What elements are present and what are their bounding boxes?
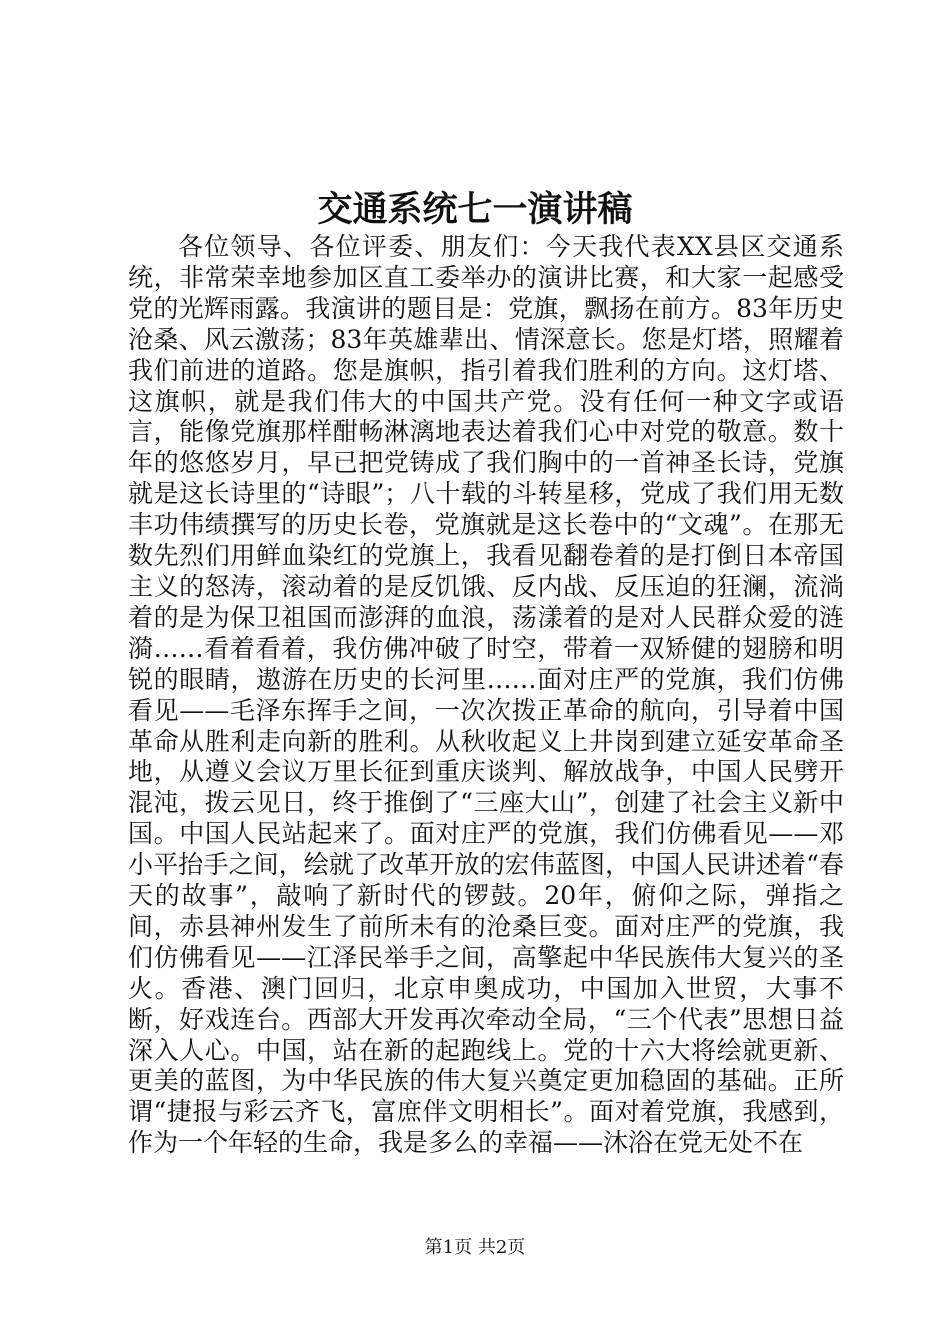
document-body-paragraph: 各位领导、各位评委、朋友们：今天我代表XX县区交通系统，非常荣幸地参加区直工委举办的演讲比赛，和大家一起感受党的光辉雨露。我演讲的题目是：党旗，飘扬在前方。83年历史沧桑、风云激荡；83年英雄辈出、情深意长。您是灯塔，照耀着我们前进的道路。您是旗帜，指引着我们胜利的方向。这灯塔、这旗帜，就是我们伟大的中国共产党。没有任何一种文字或语言，能像党旗那样酣畅淋漓地表达着我们心中对党的敬意。数十年的悠悠岁月，早已把党铸成了我们胸中的一首神圣长诗，党旗就是这长诗里的“诗眼”；八十载的斗转星移，党成了我们用无数丰功伟绩撰写的历史长卷，党旗就是这长卷中的“文魂”。在那无数先烈们用鲜血染红的党旗上，我看见翻卷着的是打倒日本帝国主义的怒涛，滚动着的是反饥饿、反内战、反压迫的狂澜，流淌着的是为保卫祖国而澎湃的血浪，荡漾着的是对人民群众爱的涟漪……看着看着，我仿佛冲破了时空，带着一双矫健的翅膀和明锐的眼睛，遨游在历史的长河里……面对庄严的党旗，我们仿佛看见——毛泽东挥手之间，一次次拨正革命的航向，引导着中国革命从胜利走向新的胜利。从秋收起义上井岗到建立延安革命圣地，从遵义会议万里长征到重庆谈判、解放战争，中国人民劈开混沌，拨云见日，终于推倒了“三座大山”，创建了社会主义新中国。中国人民站起来了。面对庄严的党旗，我们仿佛看见——邓小平抬手之间，绘就了改革开放的宏伟蓝图，中国人民讲述着“春天的故事”，敲响了新时代的锣鼓。20年，俯仰之际，弹指之间，赤县神州发生了前所未有的沧桑巨变。面对庄严的党旗，我们仿佛看见——江泽民举手之间，高擎起中华民族伟大复兴的圣火。香港、澳门回归，北京申奥成功，中国加入世贸，大事不断，好戏连台。西部大开发再次牵动全局，“三个代表”思想日益深入人心。中国，站在新的起跑线上。党的十六大将绘就更新、更美的蓝图，为中华民族的伟大复兴奠定更加稳固的基础。正所谓“捷报与彩云齐飞，富庶伴文明相长”。面对着党旗，我感到，作为一个年轻的生命，我是多么的幸福——沐浴在党无处不在 bbox=[128, 232, 844, 1158]
document-title: 交通系统七一演讲稿 bbox=[317, 189, 633, 230]
page-footer: 第1页 共2页 bbox=[424, 1237, 526, 1258]
